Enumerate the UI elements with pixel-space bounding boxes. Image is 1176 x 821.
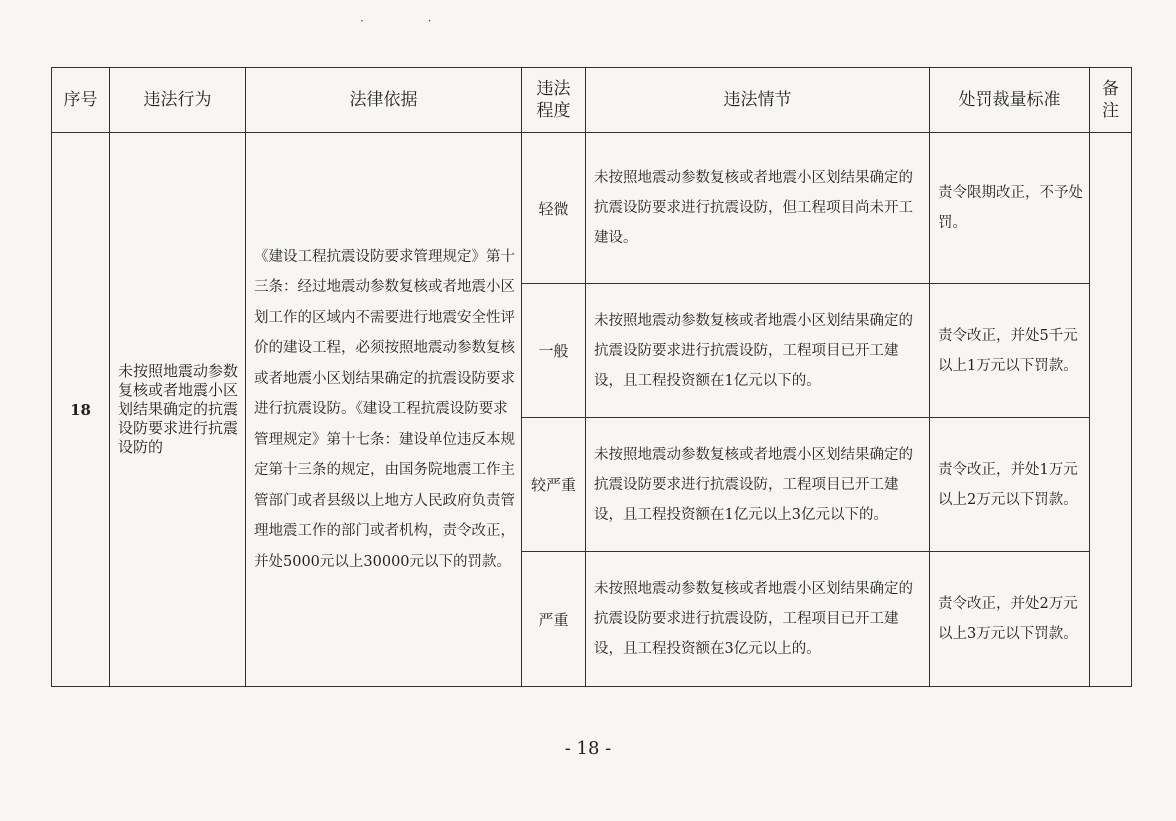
penalty-cell: 责令限期改正，不予处罚。 [930, 133, 1090, 284]
penalty-cell: 责令改正，并处2万元以上3万元以下罚款。 [930, 552, 1090, 687]
page-number: - 18 - [564, 738, 612, 759]
header-penalty: 处罚裁量标准 [930, 68, 1090, 133]
scan-artifact: · · [360, 14, 462, 28]
header-degree: 违法程度 [522, 68, 586, 133]
header-act: 违法行为 [110, 68, 246, 133]
circumstance-cell: 未按照地震动参数复核或者地震小区划结果确定的抗震设防要求进行抗震设防，工程项目已开工建设，且工程投资额在3亿元以上的。 [586, 552, 930, 687]
circumstance-cell: 未按照地震动参数复核或者地震小区划结果确定的抗震设防要求进行抗震设防，工程项目已开工建设，且工程投资额在1亿元以下的。 [586, 284, 930, 418]
penalty-table [51, 67, 1132, 687]
header-note: 备注 [1090, 68, 1132, 133]
penalty-cell: 责令改正，并处1万元以上2万元以下罚款。 [930, 418, 1090, 552]
degree-cell: 严重 [522, 552, 586, 687]
violation-act: 未按照地震动参数复核或者地震小区划结果确定的抗震设防要求进行抗震设防的 [110, 133, 246, 687]
table-row [52, 133, 1132, 284]
header-circumstance: 违法情节 [586, 68, 930, 133]
header-law: 法律依据 [246, 68, 522, 133]
circumstance-cell: 未按照地震动参数复核或者地震小区划结果确定的抗震设防要求进行抗震设防，但工程项目尚未开工建设。 [586, 133, 930, 284]
legal-basis: 《建设工程抗震设防要求管理规定》第十三条：经过地震动参数复核或者地震小区划工作的区域内不需要进行地震安全性评价的建设工程，必须按照地震动参数复核或者地震小区划结果确定的抗震设防要求进行抗震设防。《建设工程抗震设防要求管理规定》第十七条：建设单位违反本规定第十三条的规定，由国务院地震工作主管部门或者县级以上地方人民政府负责管理地震工作的部门或者机构，责令改正，并处5000元以上30000元以下的罚款。 [246, 133, 522, 687]
degree-cell: 较严重 [522, 418, 586, 552]
circumstance-cell: 未按照地震动参数复核或者地震小区划结果确定的抗震设防要求进行抗震设防，工程项目已开工建设，且工程投资额在1亿元以上3亿元以下的。 [586, 418, 930, 552]
note-cell [1090, 133, 1132, 687]
entry-number: 18 [52, 133, 110, 687]
penalty-cell: 责令改正，并处5千元以上1万元以下罚款。 [930, 284, 1090, 418]
degree-cell: 轻微 [522, 133, 586, 284]
header-no: 序号 [52, 68, 110, 133]
table-header-row [52, 68, 1132, 133]
degree-cell: 一般 [522, 284, 586, 418]
